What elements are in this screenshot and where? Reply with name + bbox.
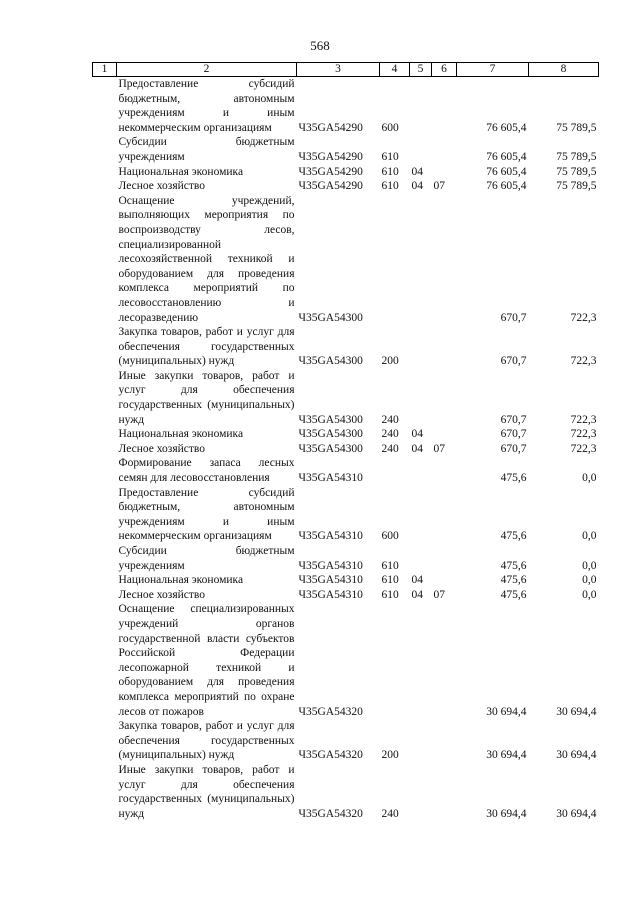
- subsection-code: [432, 573, 457, 588]
- column-header: 7: [457, 63, 529, 77]
- item-name: Предоставление субсидий бюджетным, автономным учреждениям и иным некоммерческим организациям: [118, 486, 295, 543]
- table-row: [93, 135, 599, 164]
- expense-type-code: 610: [381, 559, 399, 572]
- target-article-code: Ч35GA54310: [298, 588, 363, 601]
- amount-col7: 670,7: [500, 311, 527, 324]
- amount-col8: 30 694,4: [556, 705, 597, 718]
- target-article-code: Ч35GA54310: [298, 530, 363, 543]
- column-header: 2: [117, 63, 297, 77]
- target-article-code: Ч35GA54320: [298, 749, 363, 762]
- row-spacer: [93, 194, 117, 325]
- expense-type-code: 200: [381, 355, 399, 368]
- subsection-code: [432, 427, 457, 442]
- table-row: [93, 544, 599, 573]
- amount-col8: 722,3: [570, 413, 597, 426]
- table-body: [93, 77, 599, 822]
- target-article-code: Ч35GA54310: [298, 574, 363, 587]
- table-row: [93, 165, 599, 180]
- subsection-code: [432, 602, 457, 719]
- amount-col7: 30 694,4: [486, 749, 527, 762]
- section-code: [410, 486, 432, 544]
- amount-col7: 670,7: [500, 442, 527, 455]
- amount-col8: 0,0: [582, 472, 597, 485]
- subsection-code: [432, 194, 457, 325]
- target-article-code: Ч35GA54290: [298, 180, 363, 193]
- target-article-code: Ч35GA54290: [298, 165, 363, 178]
- amount-col8: 0,0: [582, 574, 597, 587]
- amount-col7: 670,7: [500, 355, 527, 368]
- amount-col7: 670,7: [500, 413, 527, 426]
- item-name: Лесное хозяйство: [118, 442, 206, 455]
- amount-col8: 722,3: [570, 442, 597, 455]
- subsection-code: [432, 325, 457, 369]
- row-spacer: [93, 427, 117, 442]
- target-article-code: Ч35GA54320: [298, 807, 363, 820]
- amount-col7: 475,6: [500, 530, 527, 543]
- subsection-code: [432, 544, 457, 573]
- section-code: [410, 369, 432, 427]
- amount-col7: 475,6: [500, 574, 527, 587]
- section-code: 04: [411, 428, 423, 441]
- item-name: Национальная экономика: [118, 574, 244, 587]
- target-article-code: Ч35GA54310: [298, 559, 363, 572]
- table-row: [93, 573, 599, 588]
- section-code: [410, 77, 432, 136]
- section-code: [410, 456, 432, 485]
- amount-col7: 475,6: [500, 559, 527, 572]
- amount-col8: 30 694,4: [556, 807, 597, 820]
- amount-col7: 670,7: [500, 428, 527, 441]
- item-name: Иные закупки товаров, работ и услуг для обеспечения государственных (муниципальных) нужд: [118, 369, 295, 426]
- item-name: Закупка товаров, работ и услуг для обеспечения государственных (муниципальных) нужд: [118, 720, 295, 762]
- item-name: Предоставление субсидий бюджетным, автономным учреждениям и иным некоммерческим организациям: [118, 78, 295, 134]
- row-spacer: [93, 719, 117, 763]
- row-spacer: [93, 77, 117, 136]
- target-article-code: Ч35GA54290: [298, 121, 363, 134]
- section-code: [410, 544, 432, 573]
- target-article-code: Ч35GA54300: [298, 311, 363, 324]
- row-spacer: [93, 763, 117, 821]
- amount-col7: 76 605,4: [486, 165, 527, 178]
- amount-col8: 722,3: [570, 355, 597, 368]
- section-code: [410, 325, 432, 369]
- expense-type-code: 240: [381, 807, 399, 820]
- target-article-code: Ч35GA54320: [298, 705, 363, 718]
- expense-type-code: 200: [381, 749, 399, 762]
- table-row: [93, 194, 599, 325]
- subsection-code: [432, 719, 457, 763]
- subsection-code: [432, 763, 457, 821]
- target-article-code: Ч35GA54300: [298, 428, 363, 441]
- subsection-code: [432, 135, 457, 164]
- expense-type-code: 600: [381, 121, 399, 134]
- section-code: 04: [411, 180, 423, 193]
- amount-col8: 75 789,5: [556, 121, 597, 134]
- amount-col8: 75 789,5: [556, 150, 597, 163]
- subsection-code: 07: [433, 442, 445, 455]
- row-spacer: [93, 179, 117, 194]
- row-spacer: [93, 573, 117, 588]
- table-row: [93, 369, 599, 427]
- target-article-code: Ч35GA54310: [298, 472, 363, 485]
- column-header: 1: [93, 63, 117, 77]
- target-article-code: Ч35GA54300: [298, 355, 363, 368]
- amount-col8: 75 789,5: [556, 180, 597, 193]
- amount-col7: 76 605,4: [486, 150, 527, 163]
- table-row: [93, 602, 599, 719]
- table-row: [93, 427, 599, 442]
- table-row: [93, 719, 599, 763]
- table-row: [93, 486, 599, 544]
- item-name: Субсидии бюджетным учреждениям: [118, 136, 295, 163]
- column-header: 4: [380, 63, 410, 77]
- row-spacer: [93, 442, 117, 457]
- amount-col8: 75 789,5: [556, 165, 597, 178]
- amount-col7: 30 694,4: [486, 705, 527, 718]
- target-article-code: Ч35GA54300: [298, 442, 363, 455]
- page-number: 568: [310, 38, 330, 53]
- item-name: Национальная экономика: [118, 165, 244, 178]
- expense-type-code: 610: [381, 150, 399, 163]
- section-code: 04: [411, 165, 423, 178]
- amount-col8: 0,0: [582, 588, 597, 601]
- item-name: Иные закупки товаров, работ и услуг для обеспечения государственных (муниципальных) нужд: [118, 763, 295, 820]
- section-code: [410, 719, 432, 763]
- expense-type-code: [380, 456, 410, 485]
- section-code: [410, 602, 432, 719]
- row-spacer: [93, 544, 117, 573]
- subsection-code: 07: [433, 588, 445, 601]
- table-row: [93, 442, 599, 457]
- row-spacer: [93, 456, 117, 485]
- amount-col7: 475,6: [500, 588, 527, 601]
- amount-col8: 0,0: [582, 530, 597, 543]
- expense-type-code: 240: [381, 413, 399, 426]
- item-name: Оснащение учреждений, выполняющих мероприятия по воспроизводству лесов, специализированной лесохозяйственной техникой и оборудованием для проведения комплекса мероприятий по лесовосстановлению и лесоразведению: [118, 194, 295, 324]
- expense-type-code: 610: [381, 588, 399, 601]
- amount-col8: 722,3: [570, 428, 597, 441]
- amount-col8: 0,0: [582, 559, 597, 572]
- subsection-code: [432, 369, 457, 427]
- expense-type-code: 610: [381, 574, 399, 587]
- target-article-code: Ч35GA54300: [298, 413, 363, 426]
- section-code: [410, 194, 432, 325]
- section-code: 04: [411, 588, 423, 601]
- item-name: Национальная экономика: [118, 428, 244, 441]
- subsection-code: [432, 456, 457, 485]
- table-row: [93, 763, 599, 821]
- item-name: Оснащение специализированных учреждений органов государственной власти субъектов Российской Федерации лесопожарной техникой и оборудованием для проведения комплекса мероприятий по охране лесов от пожаров: [118, 603, 295, 718]
- row-spacer: [93, 588, 117, 603]
- amount-col8: 30 694,4: [556, 749, 597, 762]
- expense-type-code: 610: [381, 165, 399, 178]
- row-spacer: [93, 135, 117, 164]
- subsection-code: [432, 486, 457, 544]
- expense-type-code: 240: [381, 442, 399, 455]
- column-header: 6: [432, 63, 457, 77]
- amount-col8: 722,3: [570, 311, 597, 324]
- table-row: [93, 77, 599, 136]
- item-name: Субсидии бюджетным учреждениям: [118, 545, 295, 572]
- column-number-header: [93, 63, 599, 77]
- expense-type-code: 240: [381, 428, 399, 441]
- expense-type-code: 600: [381, 530, 399, 543]
- section-code: 04: [411, 574, 423, 587]
- subsection-code: [432, 165, 457, 180]
- subsection-code: 07: [433, 180, 445, 193]
- section-code: 04: [411, 442, 423, 455]
- target-article-code: Ч35GA54290: [298, 150, 363, 163]
- item-name: Лесное хозяйство: [118, 588, 206, 601]
- expense-type-code: 610: [381, 180, 399, 193]
- amount-col7: 76 605,4: [486, 121, 527, 134]
- table-row: [93, 179, 599, 194]
- row-spacer: [93, 602, 117, 719]
- table-row: [93, 456, 599, 485]
- section-code: [410, 763, 432, 821]
- subsection-code: [432, 77, 457, 136]
- item-name: Закупка товаров, работ и услуг для обеспечения государственных (муниципальных) нужд: [118, 326, 295, 368]
- item-name: Формирование запаса лесных семян для лесовосстановления: [118, 457, 295, 485]
- expense-type-code: [380, 194, 410, 325]
- amount-col7: 475,6: [500, 472, 527, 485]
- column-header: 8: [529, 63, 599, 77]
- item-name: Лесное хозяйство: [118, 180, 206, 193]
- table-row: [93, 325, 599, 369]
- column-header: 3: [297, 63, 380, 77]
- row-spacer: [93, 165, 117, 180]
- amount-col7: 76 605,4: [486, 180, 527, 193]
- row-spacer: [93, 325, 117, 369]
- row-spacer: [93, 486, 117, 544]
- budget-table: [92, 62, 599, 821]
- column-header: 5: [410, 63, 432, 77]
- row-spacer: [93, 369, 117, 427]
- section-code: [410, 135, 432, 164]
- table-row: [93, 588, 599, 603]
- amount-col7: 30 694,4: [486, 807, 527, 820]
- expense-type-code: [380, 602, 410, 719]
